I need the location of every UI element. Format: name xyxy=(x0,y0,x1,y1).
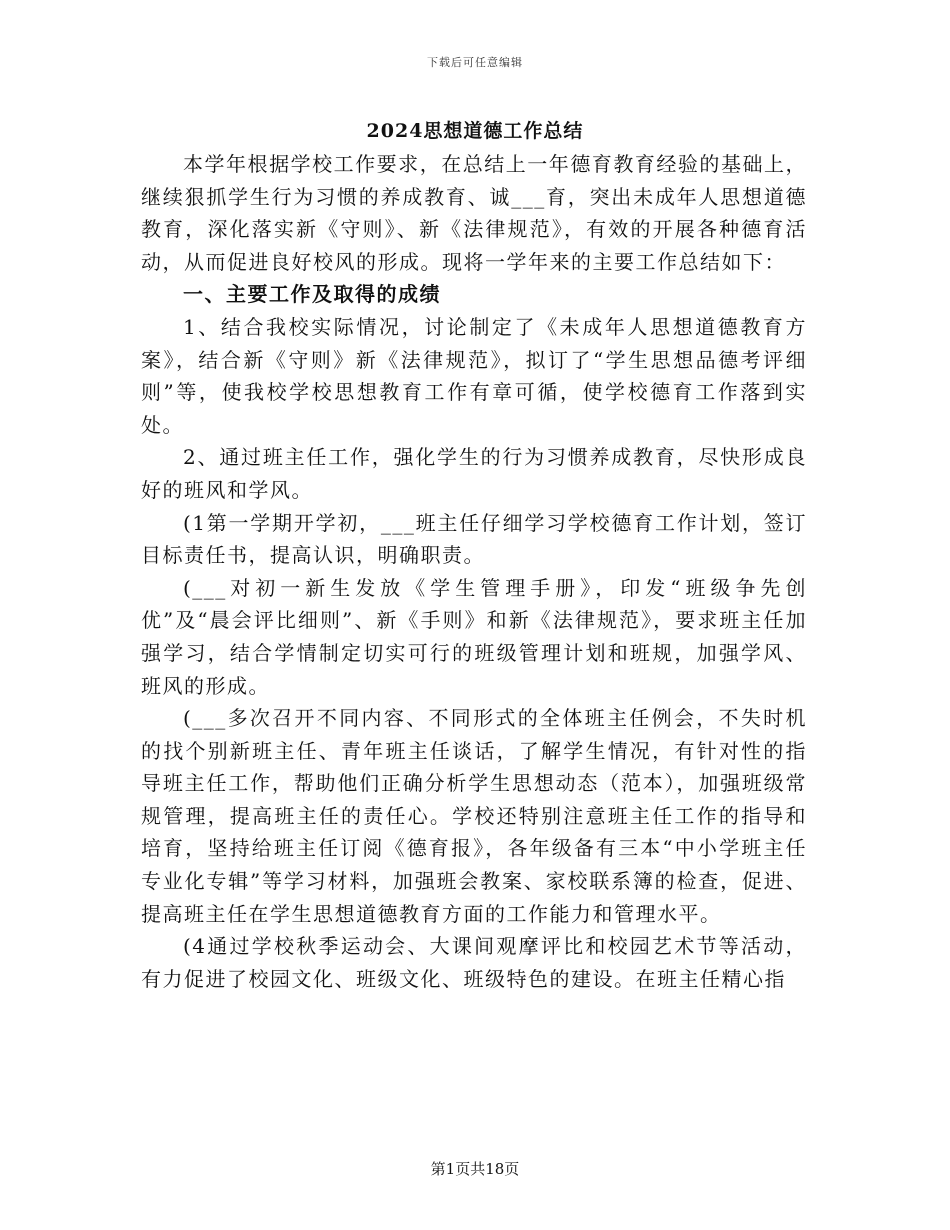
page-header: 下载后可任意编辑 xyxy=(427,56,523,69)
body-paragraph: (4通过学校秋季运动会、大课间观摩评比和校园艺术节等活动，有力促进了校园文化、班级文化、班级特色的建设。在班主任精心指 xyxy=(141,934,807,991)
document-title: 2024思想道德工作总结 xyxy=(366,120,584,142)
section-heading: 一、主要工作及取得的成绩 xyxy=(183,282,441,307)
body-paragraph: (1第一学期开学初，___班主任仔细学习学校德育工作计划，签订目标责任书，提高认识，明确职责。 xyxy=(141,510,807,568)
page-number: 第1页共18页 xyxy=(430,1160,520,1178)
body-paragraph: 2、通过班主任工作，强化学生的行为习惯养成教育，尽快形成良好的班风和学风。 xyxy=(141,445,807,502)
body-paragraph: (___多次召开不同内容、不同形式的全体班主任例会，不失时机的找个别新班主任、青年班主任谈话，了解学生情况，有针对性的指导班主任工作，帮助他们正确分析学生思想动态（范本），加强班级常规管理，提高班主任的责任心。学校还特别注意班主任工作的指导和培育，坚持给班主任订阅《德育报》，各年级备有三本“中小学班主任专业化专辑”等学习材料，加强班会教案、家校联系簿的检查，促进、提高班主任在学生思想道德教育方面的工作能力和管理水平。 xyxy=(141,706,807,926)
body-paragraph: 1、结合我校实际情况，讨论制定了《未成年人思想道德教育方案》，结合新《守则》新《法律规范》，拟订了“学生思想品德考评细则”等，使我校学校思想教育工作有章可循，使学校德育工作落到实处。 xyxy=(141,314,807,437)
document-body xyxy=(141,148,807,995)
body-paragraph: (___对初一新生发放《学生管理手册》，印发“班级争先创优”及“晨会评比细则”、新《手则》和新《法律规范》，要求班主任加强学习，结合学情制定切实可行的班级管理计划和班规，加强学风、班风的形成。 xyxy=(141,575,807,698)
intro-paragraph: 本学年根据学校工作要求，在总结上一年德育教育经验的基础上，继续狠抓学生行为习惯的养成教育、诚___育，突出未成年人思想道德教育，深化落实新《守则》、新《法律规范》，有效的开展各种德育活动，从而促进良好校风的形成。现将一学年来的主要工作总结如下： xyxy=(141,152,807,274)
